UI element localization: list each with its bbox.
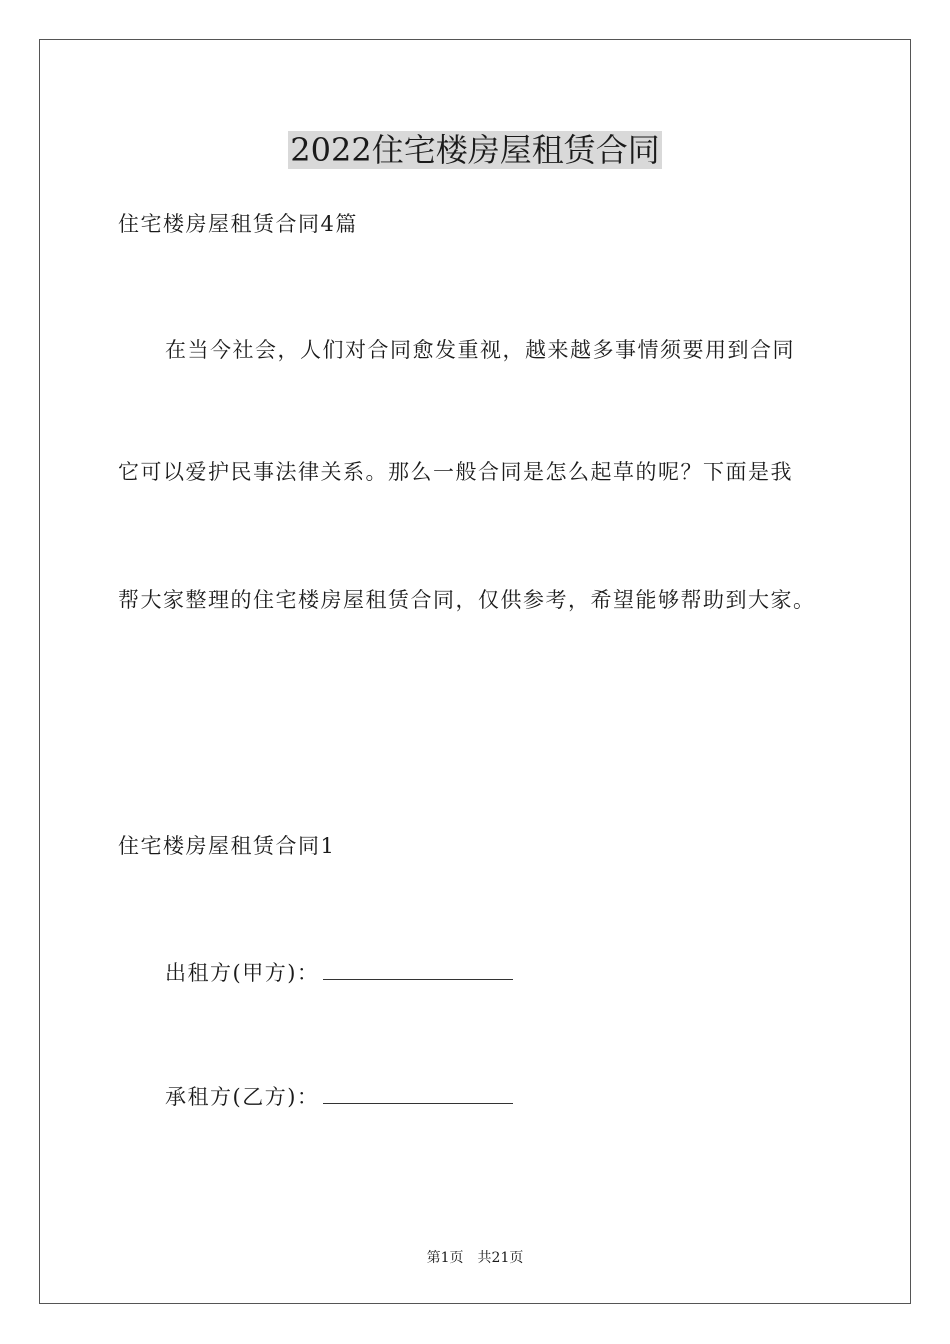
lessee-blank-line[interactable] [323, 1081, 513, 1104]
document-title [0, 128, 950, 172]
lessee-field-row [165, 1081, 513, 1112]
lessor-blank-line[interactable] [323, 957, 513, 980]
document-subtitle: 住宅楼房屋租赁合同4篇 [118, 212, 358, 236]
lessor-label: 出租方(甲方)： [165, 961, 320, 985]
intro-paragraph-line-2: 它可以爱护民事法律关系。那么一般合同是怎么起草的呢？下面是我 [118, 460, 793, 484]
document-title-text: 2022住宅楼房屋租赁合同 [290, 131, 660, 169]
intro-paragraph-line-3: 帮大家整理的住宅楼房屋租赁合同，仅供参考，希望能够帮助到大家。 [118, 588, 816, 612]
intro-paragraph-line-1: 在当今社会，人们对合同愈发重视，越来越多事情须要用到合同 [165, 338, 795, 362]
section-heading: 住宅楼房屋租赁合同1 [118, 834, 336, 858]
page-footer: 第1页 共21页 [426, 1250, 524, 1266]
lessee-label: 承租方(乙方)： [165, 1085, 320, 1109]
lessor-field-row [165, 957, 513, 988]
